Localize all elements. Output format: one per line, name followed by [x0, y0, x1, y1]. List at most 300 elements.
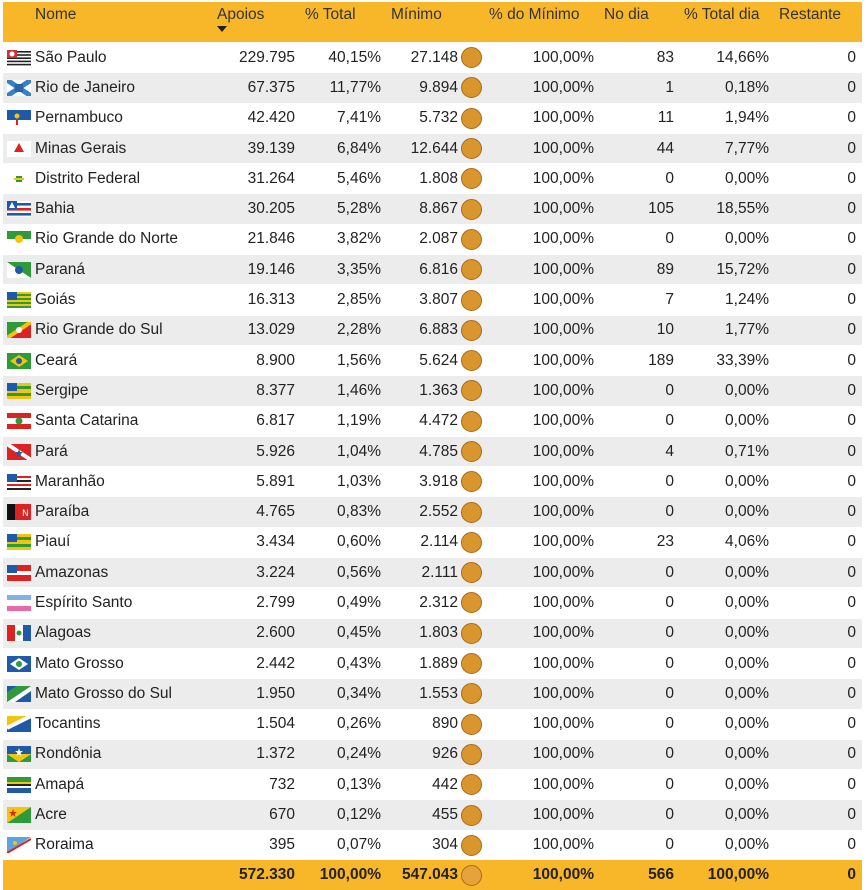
cell-pct-total: 2,28%: [301, 315, 387, 345]
cell-restante: 0: [775, 224, 862, 254]
cell-pct-total: 6,84%: [301, 133, 387, 163]
cell-pct-minimo: 100,00%: [485, 73, 600, 103]
column-header-restante[interactable]: [775, 2, 862, 43]
cell-restante: 0: [775, 345, 862, 375]
cell-pct-total-dia: 14,66%: [680, 43, 775, 73]
circle-indicator-icon: [461, 471, 482, 492]
cell-minimo: [387, 527, 485, 557]
sp-flag-icon: [7, 50, 31, 66]
df-flag-icon: [7, 171, 31, 187]
cell-no-dia: 0: [600, 406, 680, 436]
cell-no-dia: 0: [600, 224, 680, 254]
cell-pct-total: 0,34%: [301, 679, 387, 709]
cell-pct-minimo: 100,00%: [485, 436, 600, 466]
cell-nome: [3, 679, 213, 709]
sort-descending-icon: [217, 26, 227, 32]
cell-nome: [3, 497, 213, 527]
state-name: Santa Catarina: [35, 412, 139, 430]
header-label-pct-total-dia: % Total dia: [684, 6, 760, 23]
state-name: Paraíba: [35, 503, 90, 521]
cell-apoios: 3.434: [213, 527, 301, 557]
total-no-dia: 566: [600, 860, 680, 890]
cell-restante: 0: [775, 436, 862, 466]
cell-no-dia: 44: [600, 133, 680, 163]
cell-apoios: 42.420: [213, 103, 301, 133]
cell-pct-total-dia: 0,00%: [680, 618, 775, 648]
cell-apoios: 670: [213, 800, 301, 830]
pi-flag-icon: [7, 534, 31, 550]
cell-pct-total: 0,49%: [301, 588, 387, 618]
al-flag-icon: [7, 625, 31, 641]
cell-minimo: [387, 436, 485, 466]
totals-row: [3, 860, 862, 890]
cell-minimo: [387, 709, 485, 739]
cell-nome: [3, 588, 213, 618]
cell-pct-minimo: 100,00%: [485, 285, 600, 315]
to-flag-icon: [7, 716, 31, 732]
cell-minimo: [387, 43, 485, 73]
cell-nome: [3, 43, 213, 73]
cell-nome: [3, 436, 213, 466]
circle-indicator-icon: [461, 502, 482, 523]
column-header-no-dia[interactable]: [600, 2, 680, 43]
cell-restante: 0: [775, 164, 862, 194]
state-name: Amapá: [35, 775, 85, 793]
cell-apoios: 16.313: [213, 285, 301, 315]
cell-restante: 0: [775, 558, 862, 588]
circle-indicator-icon: [461, 623, 482, 644]
total-minimo-cell: [387, 860, 485, 890]
cell-nome: [3, 164, 213, 194]
state-name: Rio Grande do Norte: [35, 230, 179, 248]
cell-pct-total: 1,19%: [301, 406, 387, 436]
rr-flag-icon: [7, 837, 31, 853]
cell-pct-total-dia: 4,06%: [680, 527, 775, 557]
cell-pct-total-dia: 0,00%: [680, 800, 775, 830]
cell-nome: [3, 315, 213, 345]
cell-no-dia: 83: [600, 43, 680, 73]
circle-indicator-icon: [461, 138, 482, 159]
state-name: Distrito Federal: [35, 169, 141, 187]
cell-pct-total-dia: 0,00%: [680, 224, 775, 254]
minimo-value: 2.111: [421, 563, 458, 581]
cell-restante: 0: [775, 800, 862, 830]
table-row[interactable]: [3, 679, 862, 709]
cell-pct-minimo: 100,00%: [485, 103, 600, 133]
cell-pct-total: 3,35%: [301, 255, 387, 285]
cell-apoios: 39.139: [213, 133, 301, 163]
header-label-no-dia: No dia: [604, 6, 649, 23]
cell-pct-minimo: 100,00%: [485, 406, 600, 436]
cell-nome: [3, 345, 213, 375]
table-row[interactable]: [3, 376, 862, 406]
cell-apoios: 1.504: [213, 709, 301, 739]
cell-pct-total: 0,60%: [301, 527, 387, 557]
cell-restante: 0: [775, 467, 862, 497]
state-name: Sergipe: [35, 381, 89, 399]
table-row[interactable]: [3, 830, 862, 860]
cell-minimo: [387, 800, 485, 830]
state-name: Ceará: [35, 351, 78, 369]
mg-flag-icon: [7, 141, 31, 157]
cell-restante: 0: [775, 315, 862, 345]
circle-indicator-icon: [461, 259, 482, 280]
total-pct-minimo: 100,00%: [485, 860, 600, 890]
cell-pct-total-dia: 0,00%: [680, 558, 775, 588]
cell-pct-total: 0,43%: [301, 648, 387, 678]
cell-minimo: [387, 770, 485, 800]
cell-pct-total-dia: 0,00%: [680, 406, 775, 436]
cell-pct-minimo: 100,00%: [485, 194, 600, 224]
minimo-value: 27.148: [410, 48, 458, 66]
state-name: Rio de Janeiro: [35, 78, 135, 96]
table-row[interactable]: [3, 436, 862, 466]
cell-apoios: 21.846: [213, 224, 301, 254]
pe-flag-icon: [7, 110, 31, 126]
cell-no-dia: 105: [600, 194, 680, 224]
cell-no-dia: 189: [600, 345, 680, 375]
cell-pct-total: 0,13%: [301, 770, 387, 800]
cell-pct-minimo: 100,00%: [485, 558, 600, 588]
minimo-value: 2.312: [419, 593, 458, 611]
cell-pct-minimo: 100,00%: [485, 224, 600, 254]
minimo-value: 9.894: [419, 78, 458, 96]
ba-flag-icon: [7, 201, 31, 217]
cell-minimo: [387, 406, 485, 436]
minimo-value: 442: [432, 775, 458, 793]
cell-restante: 0: [775, 618, 862, 648]
ro-flag-icon: [7, 746, 31, 762]
cell-pct-total: 3,82%: [301, 224, 387, 254]
table-row[interactable]: [3, 800, 862, 830]
minimo-value: 1.803: [419, 624, 458, 642]
circle-indicator-icon: [461, 774, 482, 795]
state-name: Roraima: [35, 836, 94, 854]
cell-restante: 0: [775, 497, 862, 527]
cell-pct-minimo: 100,00%: [485, 679, 600, 709]
cell-restante: 0: [775, 588, 862, 618]
cell-restante: 0: [775, 255, 862, 285]
cell-nome: [3, 770, 213, 800]
table-row[interactable]: [3, 770, 862, 800]
cell-no-dia: 0: [600, 497, 680, 527]
cell-pct-minimo: 100,00%: [485, 345, 600, 375]
header-label-nome: Nome: [35, 6, 77, 23]
cell-minimo: [387, 194, 485, 224]
circle-indicator-icon: [461, 168, 482, 189]
cell-restante: 0: [775, 527, 862, 557]
state-name: Espírito Santo: [35, 593, 133, 611]
table-row[interactable]: [3, 43, 862, 73]
minimo-value: 4.472: [419, 412, 458, 430]
total-nome: [3, 860, 213, 890]
cell-pct-minimo: 100,00%: [485, 255, 600, 285]
column-header-minimo[interactable]: [387, 2, 485, 43]
cell-apoios: 732: [213, 770, 301, 800]
circle-indicator-icon: [461, 592, 482, 613]
cell-pct-total: 1,03%: [301, 467, 387, 497]
header-label-pct-total: % Total: [305, 6, 356, 23]
cell-pct-minimo: 100,00%: [485, 497, 600, 527]
cell-pct-total: 40,15%: [301, 43, 387, 73]
cell-no-dia: 0: [600, 679, 680, 709]
table-row[interactable]: [3, 133, 862, 163]
cell-minimo: [387, 285, 485, 315]
table-row[interactable]: [3, 558, 862, 588]
circle-indicator-icon: [461, 350, 482, 371]
table-row[interactable]: [3, 103, 862, 133]
column-header-pct-total-dia[interactable]: [680, 2, 775, 43]
pb-flag-icon: [7, 504, 31, 520]
cell-pct-minimo: 100,00%: [485, 376, 600, 406]
cell-nome: [3, 406, 213, 436]
cell-minimo: [387, 224, 485, 254]
cell-apoios: 2.799: [213, 588, 301, 618]
table-row[interactable]: [3, 406, 862, 436]
ap-flag-icon: [7, 777, 31, 793]
minimo-value: 2.114: [420, 533, 458, 551]
minimo-value: 6.816: [419, 260, 458, 278]
cell-minimo: [387, 73, 485, 103]
cell-nome: [3, 133, 213, 163]
cell-apoios: 31.264: [213, 164, 301, 194]
es-flag-icon: [7, 595, 31, 611]
circle-indicator-icon: [461, 714, 482, 735]
total-pct-total: 100,00%: [301, 860, 387, 890]
table-row[interactable]: [3, 739, 862, 769]
circle-indicator-icon: [461, 441, 482, 462]
minimo-value: 2.552: [419, 503, 458, 521]
cell-minimo: [387, 255, 485, 285]
table-row[interactable]: [3, 73, 862, 103]
minimo-value: 1.553: [419, 684, 458, 702]
minimo-value: 1.889: [419, 654, 458, 672]
table-row[interactable]: [3, 467, 862, 497]
table-row[interactable]: [3, 345, 862, 375]
cell-pct-minimo: 100,00%: [485, 709, 600, 739]
circle-indicator-icon: [461, 47, 482, 68]
cell-minimo: [387, 588, 485, 618]
pa-flag-icon: [7, 444, 31, 460]
cell-no-dia: 0: [600, 739, 680, 769]
cell-restante: 0: [775, 739, 862, 769]
state-name: Minas Gerais: [35, 139, 127, 157]
table-row[interactable]: [3, 588, 862, 618]
cell-restante: 0: [775, 43, 862, 73]
table-row[interactable]: [3, 527, 862, 557]
circle-indicator-icon: [461, 108, 482, 129]
table-row[interactable]: [3, 194, 862, 224]
cell-pct-total: 5,28%: [301, 194, 387, 224]
cell-pct-minimo: 100,00%: [485, 770, 600, 800]
cell-apoios: 30.205: [213, 194, 301, 224]
cell-no-dia: 0: [600, 830, 680, 860]
cell-no-dia: 0: [600, 709, 680, 739]
cell-pct-minimo: 100,00%: [485, 467, 600, 497]
minimo-value: 4.785: [419, 442, 458, 460]
cell-nome: [3, 376, 213, 406]
cell-minimo: [387, 103, 485, 133]
cell-apoios: 19.146: [213, 255, 301, 285]
circle-indicator-icon: [461, 532, 482, 553]
cell-pct-total-dia: 33,39%: [680, 345, 775, 375]
cell-no-dia: 89: [600, 255, 680, 285]
table-row[interactable]: [3, 164, 862, 194]
state-name: Bahia: [35, 200, 75, 218]
state-name: Rio Grande do Sul: [35, 321, 163, 339]
header-label-minimo: Mínimo: [391, 6, 442, 23]
table-row[interactable]: [3, 709, 862, 739]
state-name: Maranhão: [35, 472, 105, 490]
cell-pct-minimo: 100,00%: [485, 588, 600, 618]
total-apoios: 572.330: [213, 860, 301, 890]
state-name: Amazonas: [35, 563, 109, 581]
column-header-apoios[interactable]: [213, 2, 301, 43]
minimo-value: 304: [432, 836, 458, 854]
minimo-value: 926: [432, 745, 458, 763]
cell-apoios: 2.600: [213, 618, 301, 648]
cell-apoios: 1.950: [213, 679, 301, 709]
circle-indicator-icon: [461, 683, 482, 704]
cell-no-dia: 0: [600, 770, 680, 800]
cell-pct-total-dia: 1,77%: [680, 315, 775, 345]
circle-indicator-icon: [461, 380, 482, 401]
cell-restante: 0: [775, 376, 862, 406]
rs-flag-icon: [7, 322, 31, 338]
cell-pct-total: 5,46%: [301, 164, 387, 194]
table-row[interactable]: [3, 497, 862, 527]
table-row[interactable]: [3, 315, 862, 345]
sc-flag-icon: [7, 413, 31, 429]
table-row[interactable]: [3, 648, 862, 678]
circle-indicator-icon: [461, 865, 482, 886]
circle-indicator-icon: [461, 229, 482, 250]
se-flag-icon: [7, 383, 31, 399]
cell-nome: [3, 648, 213, 678]
cell-no-dia: 7: [600, 285, 680, 315]
column-header-nome[interactable]: [3, 2, 213, 43]
header-label-pct-minimo: % do Mínimo: [489, 6, 580, 23]
cell-minimo: [387, 376, 485, 406]
cell-nome: [3, 255, 213, 285]
cell-nome: [3, 527, 213, 557]
cell-pct-total: 7,41%: [301, 103, 387, 133]
cell-pct-minimo: 100,00%: [485, 739, 600, 769]
table-row[interactable]: [3, 618, 862, 648]
state-name: Tocantins: [35, 715, 101, 733]
cell-pct-minimo: 100,00%: [485, 133, 600, 163]
cell-restante: 0: [775, 285, 862, 315]
cell-pct-total: 0,24%: [301, 739, 387, 769]
table-row[interactable]: [3, 285, 862, 315]
cell-pct-total-dia: 1,94%: [680, 103, 775, 133]
ce-flag-icon: [7, 353, 31, 369]
cell-pct-total-dia: 0,00%: [680, 830, 775, 860]
cell-pct-minimo: 100,00%: [485, 527, 600, 557]
cell-no-dia: 23: [600, 527, 680, 557]
total-pct-total-dia: 100,00%: [680, 860, 775, 890]
cell-pct-total-dia: 15,72%: [680, 255, 775, 285]
circle-indicator-icon: [461, 835, 482, 856]
cell-restante: 0: [775, 133, 862, 163]
mt-flag-icon: [7, 656, 31, 672]
cell-nome: [3, 73, 213, 103]
cell-pct-total-dia: 18,55%: [680, 194, 775, 224]
cell-nome: [3, 709, 213, 739]
cell-restante: 0: [775, 830, 862, 860]
total-minimo: 547.043: [401, 866, 458, 884]
table-row[interactable]: [3, 224, 862, 254]
state-name: Piauí: [35, 533, 71, 551]
cell-minimo: [387, 739, 485, 769]
cell-pct-total-dia: 0,00%: [680, 739, 775, 769]
go-flag-icon: [7, 292, 31, 308]
cell-restante: 0: [775, 406, 862, 436]
cell-pct-total: 2,85%: [301, 285, 387, 315]
minimo-value: 5.732: [419, 109, 458, 127]
cell-pct-total: 0,26%: [301, 709, 387, 739]
cell-apoios: 395: [213, 830, 301, 860]
cell-pct-total: 0,07%: [301, 830, 387, 860]
cell-minimo: [387, 133, 485, 163]
minimo-value: 1.808: [419, 169, 458, 187]
cell-nome: [3, 467, 213, 497]
circle-indicator-icon: [461, 199, 482, 220]
minimo-value: 8.867: [419, 200, 458, 218]
cell-minimo: [387, 648, 485, 678]
cell-no-dia: 0: [600, 164, 680, 194]
cell-apoios: 8.900: [213, 345, 301, 375]
am-flag-icon: [7, 565, 31, 581]
state-name: São Paulo: [35, 48, 107, 66]
cell-pct-total-dia: 0,00%: [680, 497, 775, 527]
cell-pct-total-dia: 0,18%: [680, 73, 775, 103]
cell-pct-total: 11,77%: [301, 73, 387, 103]
cell-restante: 0: [775, 73, 862, 103]
cell-no-dia: 0: [600, 648, 680, 678]
cell-apoios: 6.817: [213, 406, 301, 436]
minimo-value: 5.624: [419, 351, 458, 369]
cell-minimo: [387, 558, 485, 588]
cell-pct-total-dia: 1,24%: [680, 285, 775, 315]
table-row[interactable]: [3, 255, 862, 285]
cell-restante: 0: [775, 709, 862, 739]
cell-pct-minimo: 100,00%: [485, 315, 600, 345]
cell-pct-total-dia: 0,00%: [680, 376, 775, 406]
minimo-value: 3.918: [419, 472, 458, 490]
table-body: [3, 43, 862, 861]
cell-pct-total-dia: 0,00%: [680, 164, 775, 194]
cell-pct-total-dia: 7,77%: [680, 133, 775, 163]
cell-no-dia: 10: [600, 315, 680, 345]
cell-minimo: [387, 164, 485, 194]
cell-no-dia: 0: [600, 467, 680, 497]
cell-apoios: 3.224: [213, 558, 301, 588]
state-name: Mato Grosso do Sul: [35, 684, 172, 702]
minimo-value: 12.644: [410, 139, 458, 157]
column-header-pct-minimo[interactable]: [485, 2, 600, 43]
ma-flag-icon: [7, 474, 31, 490]
pr-flag-icon: [7, 262, 31, 278]
circle-indicator-icon: [461, 653, 482, 674]
cell-pct-total-dia: 0,00%: [680, 709, 775, 739]
cell-minimo: [387, 345, 485, 375]
column-header-pct-total[interactable]: [301, 2, 387, 43]
circle-indicator-icon: [461, 562, 482, 583]
cell-pct-minimo: 100,00%: [485, 800, 600, 830]
circle-indicator-icon: [461, 744, 482, 765]
cell-apoios: 8.377: [213, 376, 301, 406]
